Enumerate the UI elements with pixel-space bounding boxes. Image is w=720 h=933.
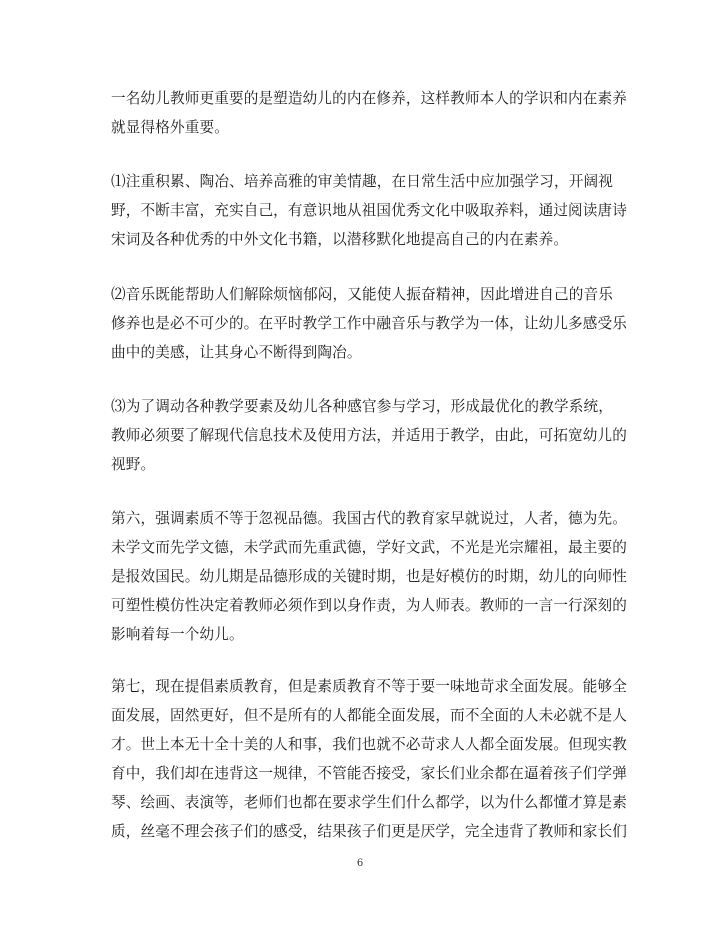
text-line: 未学文而先学文德，未学武而先重武德，学好文武，不光是光宗耀祖，最主要的 bbox=[111, 539, 628, 556]
text-line: 宋词及各种优秀的中外文化书籍，以潜移默化地提高自己的内在素养。 bbox=[111, 231, 569, 248]
text-line: 质，丝毫不理会孩子们的感受，结果孩子们更是厌学，完全违背了教师和家长们 bbox=[111, 823, 628, 840]
page-number: 6 bbox=[356, 858, 364, 869]
text-line: 第六，强调素质不等于忽视品德。我国古代的教育家早就说过，人者，德为先。 bbox=[111, 510, 628, 527]
text-line: 第七，现在提倡素质教育，但是素质教育不等于要一味地苛求全面发展。能够全 bbox=[111, 678, 628, 695]
text-line: 琴、绘画、表演等，老师们也都在要求学生们什么都学，以为什么都懂才算是素 bbox=[111, 794, 628, 811]
text-line: 野，不断丰富，充实自己，有意识地从祖国优秀文化中吸取养料，通过阅读唐诗 bbox=[111, 202, 628, 219]
paragraph-1 bbox=[111, 84, 628, 142]
paragraph-4 bbox=[111, 392, 628, 479]
text-line: 就显得格外重要。 bbox=[111, 119, 229, 136]
paragraph-5 bbox=[111, 504, 628, 649]
paragraph-3 bbox=[111, 280, 628, 367]
text-line: 曲中的美感，让其身心不断得到陶冶。 bbox=[111, 344, 362, 361]
text-line: ⑶为了调动各种教学要素及幼儿各种感官参与学习，形成最优化的教学系统， bbox=[111, 398, 613, 415]
text-line: ⑴注重积累、陶冶、培养高雅的审美情趣，在日常生活中应加强学习，开阔视 bbox=[111, 173, 613, 190]
text-line: 修养也是必不可少的。在平时教学工作中融音乐与教学为一体，让幼儿多感受乐 bbox=[111, 315, 628, 332]
text-line: ⑵音乐既能帮助人们解除烦恼郁闷，又能使人振奋精神，因此增进自己的音乐 bbox=[111, 286, 613, 303]
paragraph-6 bbox=[111, 672, 628, 846]
text-line: 育中，我们却在违背这一规律，不管能否接受，家长们业余都在逼着孩子们学弹 bbox=[111, 765, 628, 782]
text-line: 视野。 bbox=[111, 456, 156, 473]
text-line: 才。世上本无十全十美的人和事，我们也就不必苛求人人都全面发展。但现实教 bbox=[111, 736, 628, 753]
text-line: 是报效国民。幼儿期是品德形成的关键时期，也是好模仿的时期，幼儿的向师性 bbox=[111, 568, 628, 585]
text-line: 教师必须要了解现代信息技术及使用方法，并适用于教学，由此，可拓宽幼儿的 bbox=[111, 427, 628, 444]
text-line: 面发展，固然更好，但不是所有的人都能全面发展，而不全面的人未必就不是人 bbox=[111, 707, 628, 724]
text-line: 一名幼儿教师更重要的是塑造幼儿的内在修养，这样教师本人的学识和内在素养 bbox=[111, 90, 628, 107]
text-line: 可塑性模仿性决定着教师必须作到以身作责，为人师表。教师的一言一行深刻的 bbox=[111, 597, 628, 614]
paragraph-2 bbox=[111, 167, 628, 254]
text-line: 影响着每一个幼儿。 bbox=[111, 626, 244, 643]
